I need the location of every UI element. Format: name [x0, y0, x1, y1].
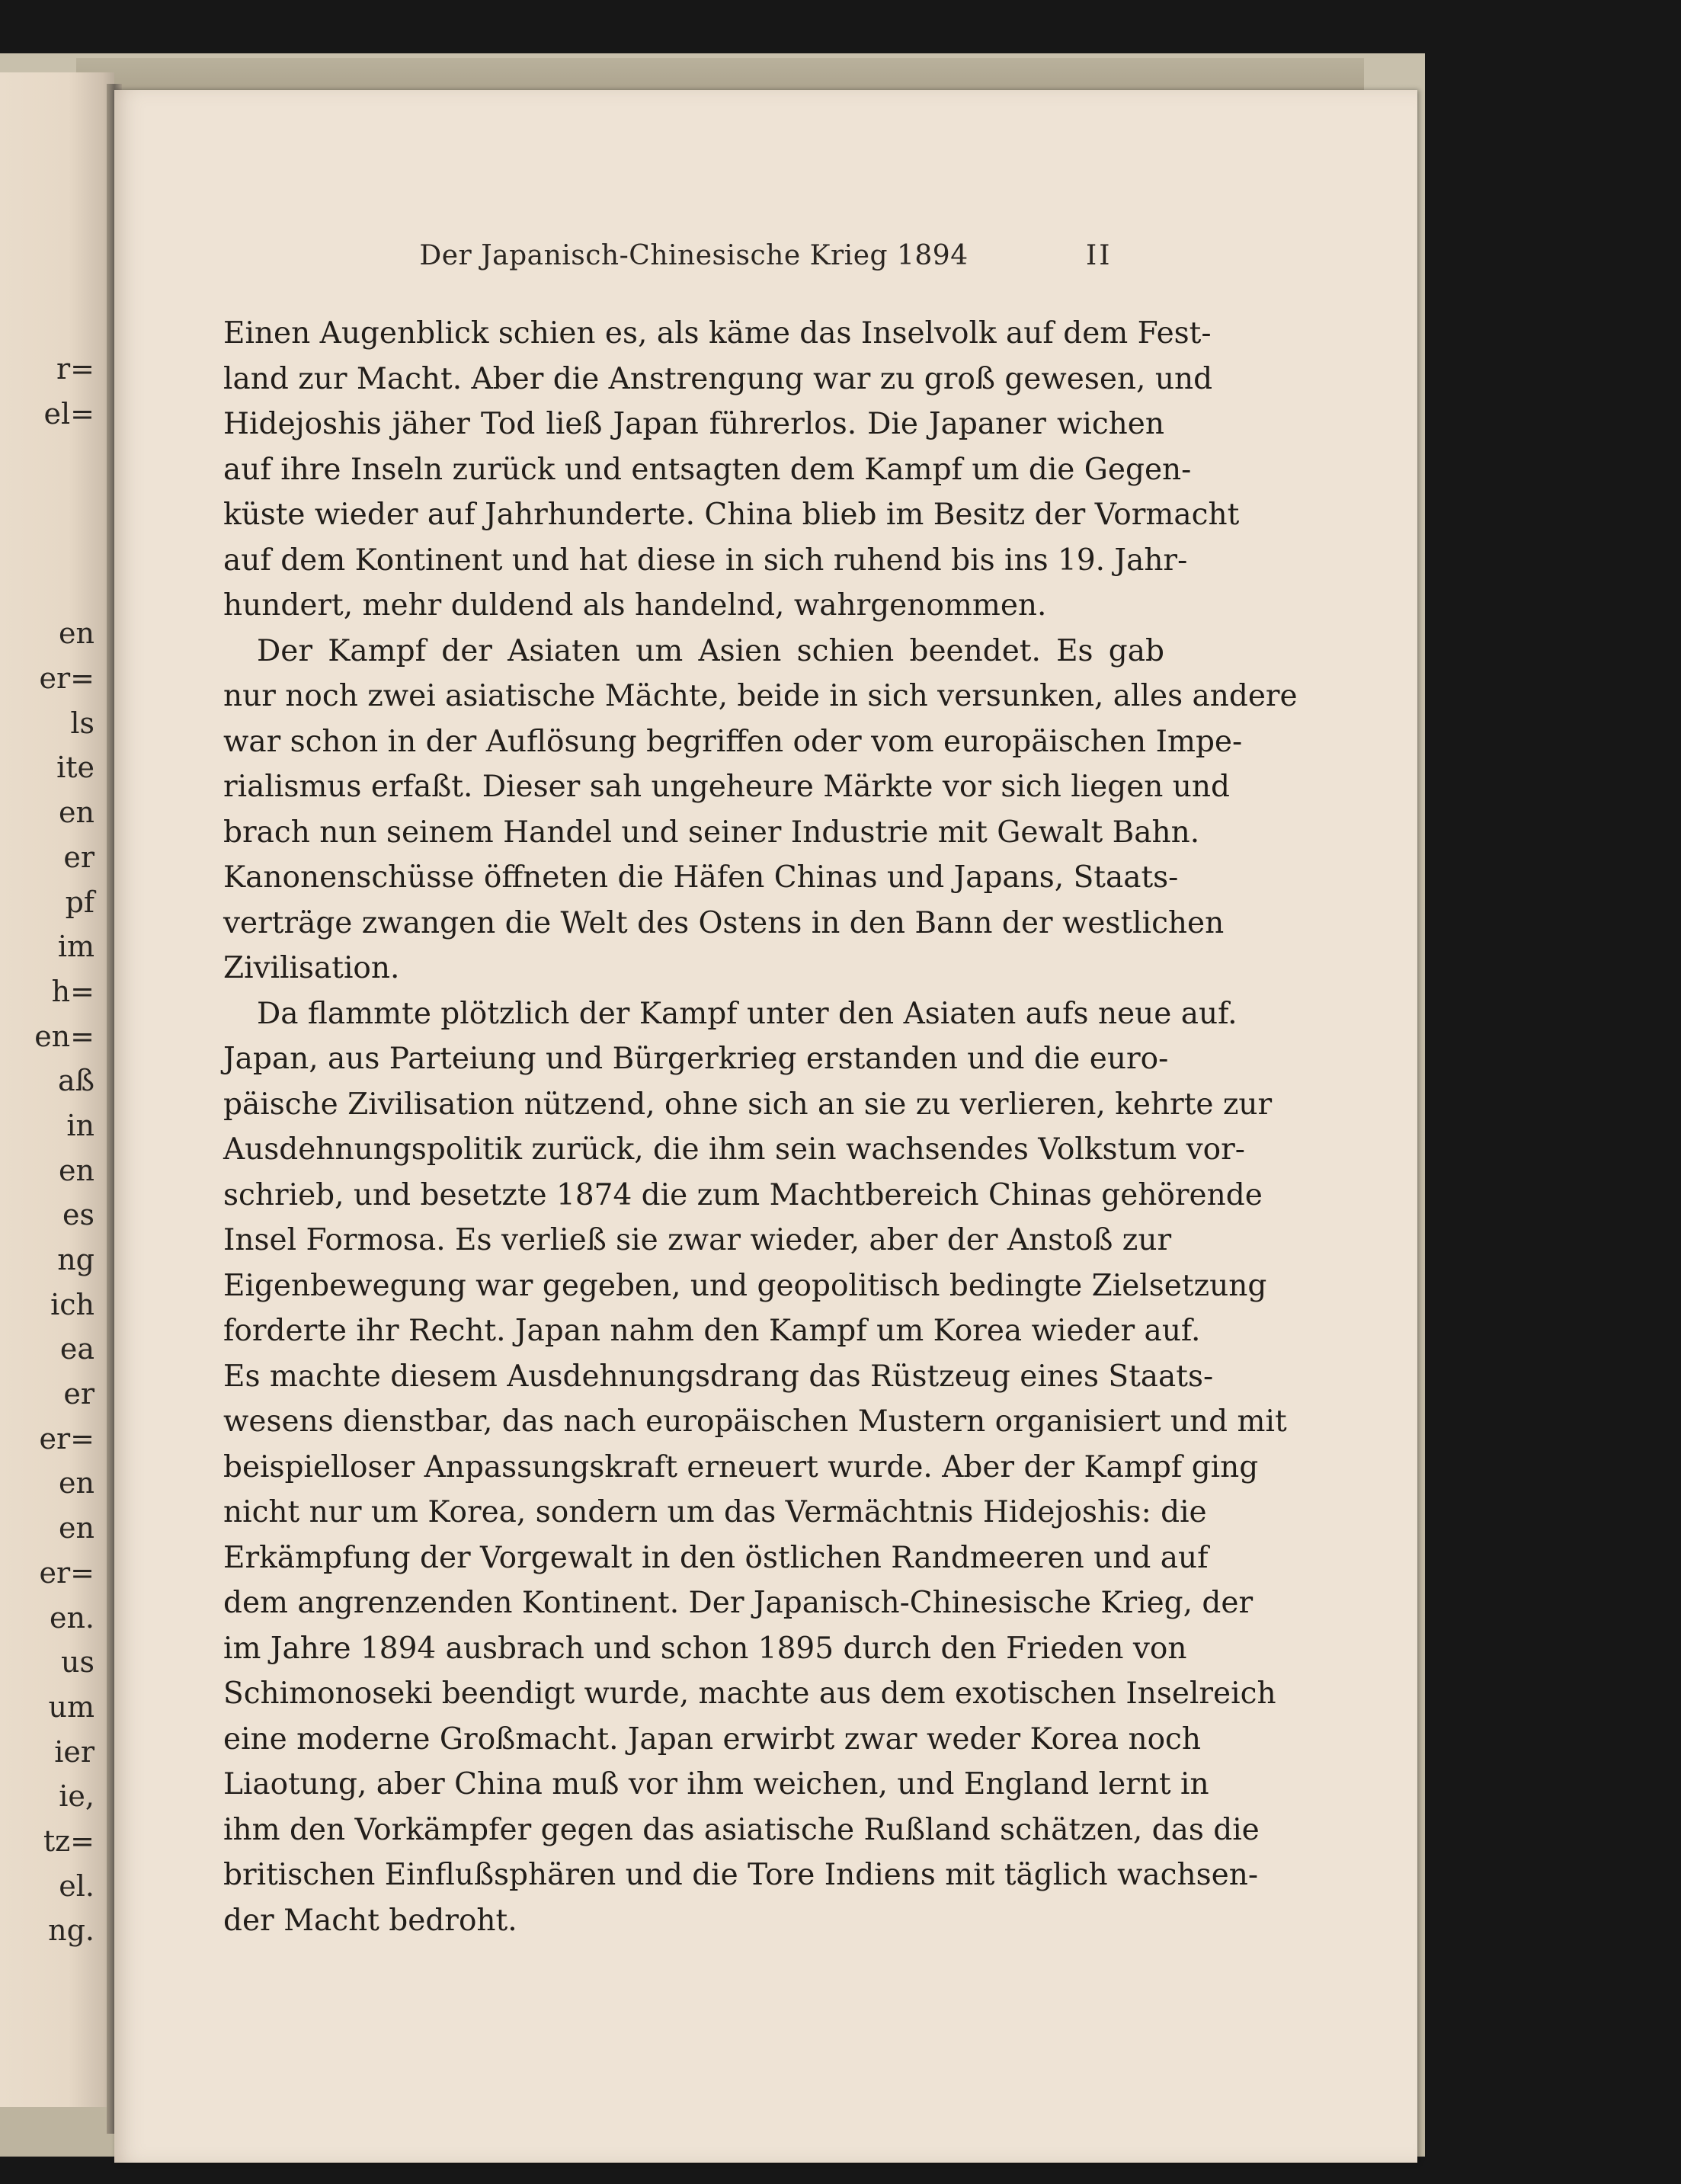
left-page-fragment: ie,: [59, 1779, 94, 1814]
left-page-fragment: us: [61, 1645, 94, 1680]
text-line: küste wieder auf Jahrhunderte. China blieb im Besitz der Vormacht: [223, 498, 1240, 532]
text-line: schrieb, und besetzte 1874 die zum Machtbereich Chinas gehörende: [223, 1177, 1263, 1212]
left-page-fragment: in: [66, 1108, 94, 1142]
left-page-fragment: er: [63, 1377, 94, 1411]
text-line: dem angrenzenden Kontinent. Der Japanisch-Chinesische Krieg, der: [223, 1586, 1254, 1620]
left-page-fragment: en: [59, 1511, 94, 1545]
text-line: Da flammte plötzlich der Kampf unter den Asiaten aufs neue auf.: [257, 996, 1238, 1031]
text-line: ihm den Vorkämpfer gegen das asiatische Rußland schätzen, das die: [223, 1812, 1260, 1847]
text-line: Einen Augenblick schien es, als käme das Inselvolk auf dem Fest-: [223, 316, 1212, 351]
text-line: Kanonenschüsse öffneten die Häfen Chinas und Japans, Staats-: [223, 860, 1179, 895]
text-line: rialismus erfaßt. Dieser sah ungeheure Märkte vor sich liegen und: [223, 770, 1231, 804]
paragraph-1: [223, 311, 1240, 629]
page-number: II: [1086, 240, 1113, 271]
left-page-fragment: es: [62, 1198, 94, 1232]
text-line: Liaotung, aber China muß vor ihm weichen, und England lernt in: [223, 1767, 1209, 1801]
text-line: brach nun seinem Handel und seiner Industrie mit Gewalt Bahn.: [223, 815, 1200, 850]
text-line: Japan, aus Parteiung und Bürgerkrieg erstanden und die euro-: [223, 1042, 1169, 1076]
text-line: päische Zivilisation nützend, ohne sich an sie zu verlieren, kehrte zur: [223, 1087, 1273, 1122]
left-page-fragment: im: [57, 930, 94, 964]
running-title: Der Japanisch-Chinesische Krieg 1894: [419, 240, 969, 271]
text-line: Hidejoshis jäher Tod ließ Japan führerlos. Die Japaner wichen: [223, 407, 1164, 441]
left-page-fragment: tz=: [43, 1824, 94, 1858]
text-line: verträge zwangen die Welt des Ostens in den Bann der westlichen: [223, 905, 1225, 940]
left-page-fragment: er=: [39, 1555, 94, 1590]
left-page-fragment: el.: [59, 1869, 94, 1903]
text-line: Ausdehnungspolitik zurück, die ihm sein wachsendes Volkstum vor-: [223, 1132, 1245, 1167]
left-page-fragment: pf: [65, 885, 94, 919]
left-page-fragment: en: [59, 616, 94, 651]
text-line: der Macht bedroht.: [223, 1903, 517, 1938]
left-page-fragment: ich: [50, 1287, 94, 1321]
body-text: [223, 311, 1298, 1943]
left-page-fragment: en=: [34, 1019, 94, 1053]
left-page-fragment: en: [59, 796, 94, 830]
left-page-fragment: ls: [70, 706, 94, 740]
text-line: forderte ihr Recht. Japan nahm den Kampf um Korea wieder auf.: [223, 1314, 1201, 1348]
left-page-fragment: h=: [51, 974, 94, 1008]
left-page-fragment: r=: [56, 352, 94, 386]
left-page-fragment: ng.: [48, 1913, 94, 1948]
text-line: wesens dienstbar, das nach europäischen Mustern organisiert und mit: [223, 1404, 1287, 1439]
left-page-fragment: en: [59, 1466, 94, 1500]
left-page-fragment: en: [59, 1153, 94, 1187]
text-line: war schon in der Auflösung begriffen oder vom europäischen Impe-: [223, 724, 1243, 759]
text-line: land zur Macht. Aber die Anstrengung war zu groß gewesen, und: [223, 361, 1213, 396]
text-line: auf ihre Inseln zurück und entsagten dem Kampf um die Gegen-: [223, 452, 1192, 487]
text-line: britischen Einflußsphären und die Tore Indiens mit täglich wachsen-: [223, 1858, 1258, 1892]
left-page: [0, 72, 114, 2107]
text-line: eine moderne Großmacht. Japan erwirbt zwar weder Korea noch: [223, 1721, 1202, 1756]
text-line: im Jahre 1894 ausbrach und schon 1895 durch den Frieden von: [223, 1631, 1187, 1666]
left-page-fragment: ite: [56, 751, 94, 785]
text-line: nur noch zwei asiatische Mächte, beide in sich versunken, alles andere: [223, 679, 1298, 713]
text-line: Insel Formosa. Es verließ sie zwar wieder, aber der Anstoß zur: [223, 1223, 1172, 1257]
left-page-fragment: er: [63, 840, 94, 874]
left-page-fragment: el=: [43, 396, 94, 431]
left-page-fragment: en.: [49, 1600, 94, 1635]
text-line: Eigenbewegung war gegeben, und geopolitisch bedingte Zielsetzung: [223, 1268, 1267, 1303]
text-line: Erkämpfung der Vorgewalt in den östlichen Randmeeren und auf: [223, 1540, 1209, 1575]
text-line: Zivilisation.: [223, 951, 400, 985]
left-page-fragment: ea: [59, 1332, 94, 1366]
text-line: Der Kampf der Asiaten um Asien schien beendet. Es gab: [257, 633, 1164, 668]
text-line: auf dem Kontinent und hat diese in sich ruhend bis ins 19. Jahr-: [223, 543, 1188, 578]
running-head: [223, 233, 1164, 279]
left-page-fragment: ier: [54, 1734, 94, 1769]
text-line: Schimonoseki beendigt wurde, machte aus dem exotischen Inselreich: [223, 1676, 1276, 1711]
paragraph-2: [223, 629, 1298, 991]
paragraph-3: [223, 991, 1287, 1944]
left-page-fragment: um: [48, 1689, 94, 1724]
text-line: nicht nur um Korea, sondern um das Vermächtnis Hidejoshis: die: [223, 1495, 1207, 1529]
left-page-text: [0, 347, 107, 1953]
left-page-fragment: er=: [39, 1421, 94, 1455]
text-line: Es machte diesem Ausdehnungsdrang das Rüstzeug eines Staats-: [223, 1359, 1214, 1394]
text-line: hundert, mehr duldend als handelnd, wahrgenommen.: [223, 588, 1047, 623]
text-line: beispielloser Anpassungskraft erneuert wurde. Aber der Kampf ging: [223, 1449, 1259, 1484]
left-page-fragment: ng: [57, 1243, 94, 1276]
left-page-fragment: aß: [57, 1064, 94, 1098]
left-page-fragment: er=: [39, 661, 94, 696]
